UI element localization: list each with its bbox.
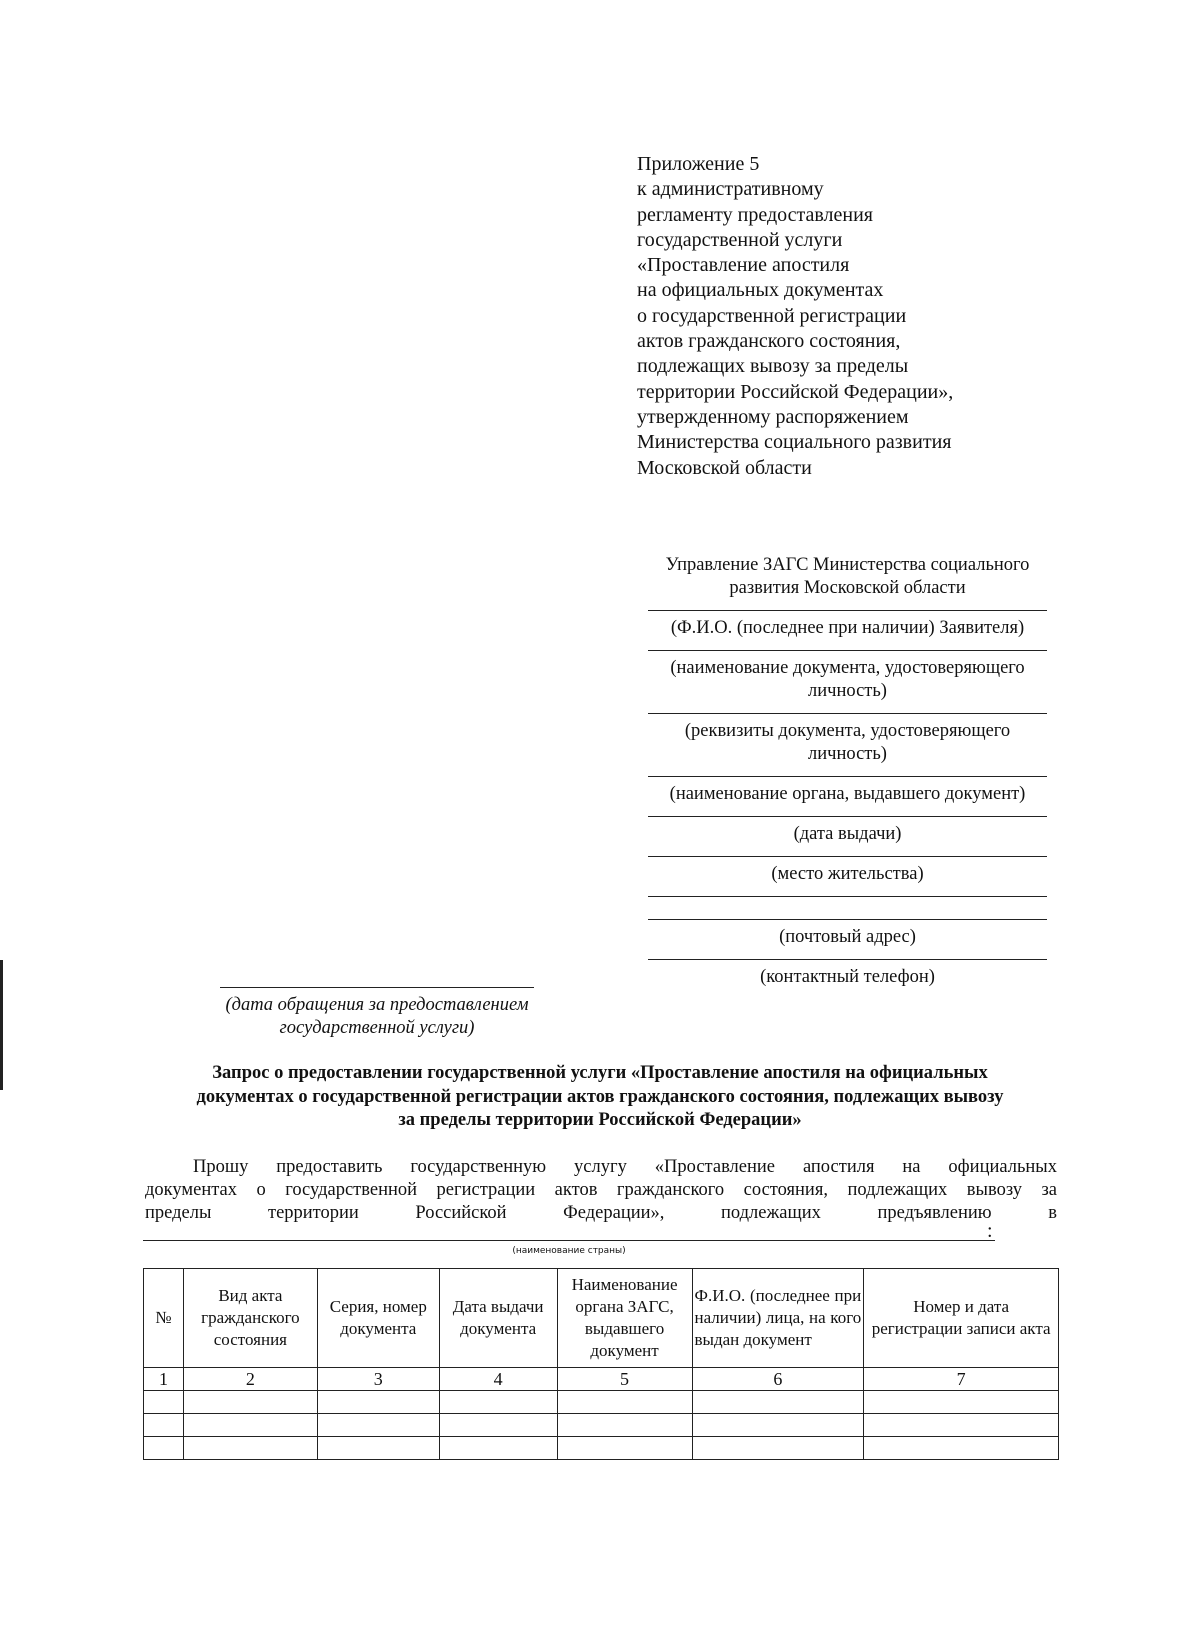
- recipient-org-line: развития Московской области: [729, 578, 966, 598]
- body-word: Российской: [415, 1203, 507, 1223]
- title-line: документах о государственной регистрации актов гражданского состояния, подлежащих вывозу: [196, 1086, 1004, 1107]
- scan-edge-mark: [0, 960, 3, 1090]
- header-issue-date: Дата выдачи документа: [439, 1269, 557, 1368]
- column-number: 3: [317, 1368, 439, 1391]
- appendix-line: территории Российской Федерации»,: [637, 380, 954, 403]
- fio-caption: (Ф.И.О. (последнее при наличии) Заявителя): [670, 618, 1025, 638]
- table-header-row: [144, 1269, 1059, 1368]
- header-record-number-date: Номер и дата регистрации записи акта: [864, 1269, 1059, 1368]
- body-line: Прошу предоставить государственную услугу «Проставление апостиля на официальных: [193, 1157, 1057, 1177]
- table-cell[interactable]: [692, 1437, 864, 1460]
- acts-table: [143, 1268, 1059, 1460]
- table-cell[interactable]: [144, 1391, 184, 1414]
- body-line: документах о государственной регистрации актов гражданского состояния, подлежащих вывозу за: [145, 1180, 1057, 1200]
- body-word: территории: [267, 1203, 359, 1223]
- body-word: подлежащих: [721, 1203, 821, 1223]
- column-number: 1: [144, 1368, 184, 1391]
- request-body: [145, 1156, 1057, 1225]
- postal-line-1[interactable]: [648, 896, 1047, 897]
- table-cell[interactable]: [692, 1391, 864, 1414]
- table-row: [144, 1437, 1059, 1460]
- colon-mark: :: [987, 1220, 993, 1242]
- table-cell[interactable]: [439, 1437, 557, 1460]
- caption-text: личность): [808, 744, 887, 764]
- table-cell[interactable]: [183, 1391, 317, 1414]
- caption-text: личность): [808, 681, 887, 701]
- column-number: 6: [692, 1368, 864, 1391]
- country-caption: (наименование страны): [512, 1246, 626, 1256]
- table-cell[interactable]: [557, 1437, 692, 1460]
- column-number: 4: [439, 1368, 557, 1391]
- appendix-line: о государственной регистрации: [637, 304, 907, 327]
- title-line: Запрос о предоставлении государственной услуги «Проставление апостиля на официальных: [212, 1063, 988, 1083]
- appendix-line: государственной услуги: [637, 228, 843, 251]
- appendix-line: Московской области: [637, 456, 812, 479]
- table-cell[interactable]: [317, 1414, 439, 1437]
- column-number: 5: [557, 1368, 692, 1391]
- table-cell[interactable]: [439, 1414, 557, 1437]
- postal-caption: (почтовый адрес): [779, 927, 916, 947]
- header-act-type: Вид акта гражданского состояния: [183, 1269, 317, 1368]
- appendix-line: актов гражданского состояния,: [637, 330, 901, 353]
- table-cell[interactable]: [144, 1414, 184, 1437]
- header-person-fio: Ф.И.О. (последнее при наличии) лица, на кого выдан документ: [692, 1269, 864, 1368]
- appendix-header: [637, 152, 953, 481]
- appendix-line: подлежащих вывозу за пределы: [637, 355, 909, 378]
- appendix-line: Министерства социального развития: [637, 431, 952, 454]
- column-number: 7: [864, 1368, 1059, 1391]
- country-line[interactable]: [143, 1240, 995, 1241]
- application-date-block: [212, 987, 542, 1040]
- appendix-line: Приложение 5: [637, 153, 760, 175]
- appendix-line: регламенту предоставления: [637, 203, 874, 226]
- header-registry-office: Наименование органа ЗАГС, выдавшего документ: [557, 1269, 692, 1368]
- application-date-line[interactable]: [220, 987, 534, 988]
- table-cell[interactable]: [317, 1391, 439, 1414]
- table-cell[interactable]: [692, 1414, 864, 1437]
- caption-text: (наименование документа, удостоверяющего: [670, 658, 1025, 678]
- phone-caption: (контактный телефон): [760, 967, 935, 987]
- table-cell[interactable]: [439, 1391, 557, 1414]
- header-series-number: Серия, номер документа: [317, 1269, 439, 1368]
- table-cell[interactable]: [317, 1437, 439, 1460]
- appendix-line: на официальных документах: [637, 279, 884, 302]
- request-title: [140, 1062, 1060, 1133]
- table-row: [144, 1391, 1059, 1414]
- table-cell[interactable]: [864, 1414, 1059, 1437]
- table-cell[interactable]: [183, 1437, 317, 1460]
- date-caption-line: государственной услуги): [279, 1018, 475, 1038]
- date-caption-line: (дата обращения за предоставлением: [225, 995, 529, 1015]
- caption-text: (реквизиты документа, удостоверяющего: [684, 721, 1011, 741]
- table-cell[interactable]: [557, 1391, 692, 1414]
- recipient-org-line: Управление ЗАГС Министерства социального: [665, 555, 1030, 575]
- body-word: предъявлению: [877, 1203, 992, 1223]
- title-line: за пределы территории Российской Федерации»: [398, 1110, 802, 1130]
- appendix-line: утвержденному распоряжением: [637, 405, 909, 428]
- residence-caption: (место жительства): [771, 864, 924, 884]
- body-word: в: [1048, 1203, 1057, 1223]
- body-line-last: [145, 1202, 1057, 1225]
- table-cell[interactable]: [144, 1437, 184, 1460]
- issuer-caption: (наименование органа, выдавшего документ): [669, 784, 1026, 804]
- table-cell[interactable]: [864, 1391, 1059, 1414]
- body-word: пределы: [145, 1203, 212, 1223]
- table-row: [144, 1414, 1059, 1437]
- id-doc-name-caption: [640, 651, 1055, 703]
- table-cell[interactable]: [864, 1437, 1059, 1460]
- body-word: Федерации»,: [563, 1203, 665, 1223]
- appendix-line: к административному: [637, 178, 824, 201]
- table-cell[interactable]: [557, 1414, 692, 1437]
- table-cell[interactable]: [183, 1414, 317, 1437]
- recipient-block: [640, 554, 1055, 989]
- issue-date-caption: (дата выдачи): [793, 824, 902, 844]
- appendix-line: «Проставление апостиля: [637, 254, 850, 277]
- column-number: 2: [183, 1368, 317, 1391]
- id-doc-details-caption: [640, 714, 1055, 766]
- header-number: №: [144, 1269, 184, 1368]
- table-number-row: [144, 1368, 1059, 1391]
